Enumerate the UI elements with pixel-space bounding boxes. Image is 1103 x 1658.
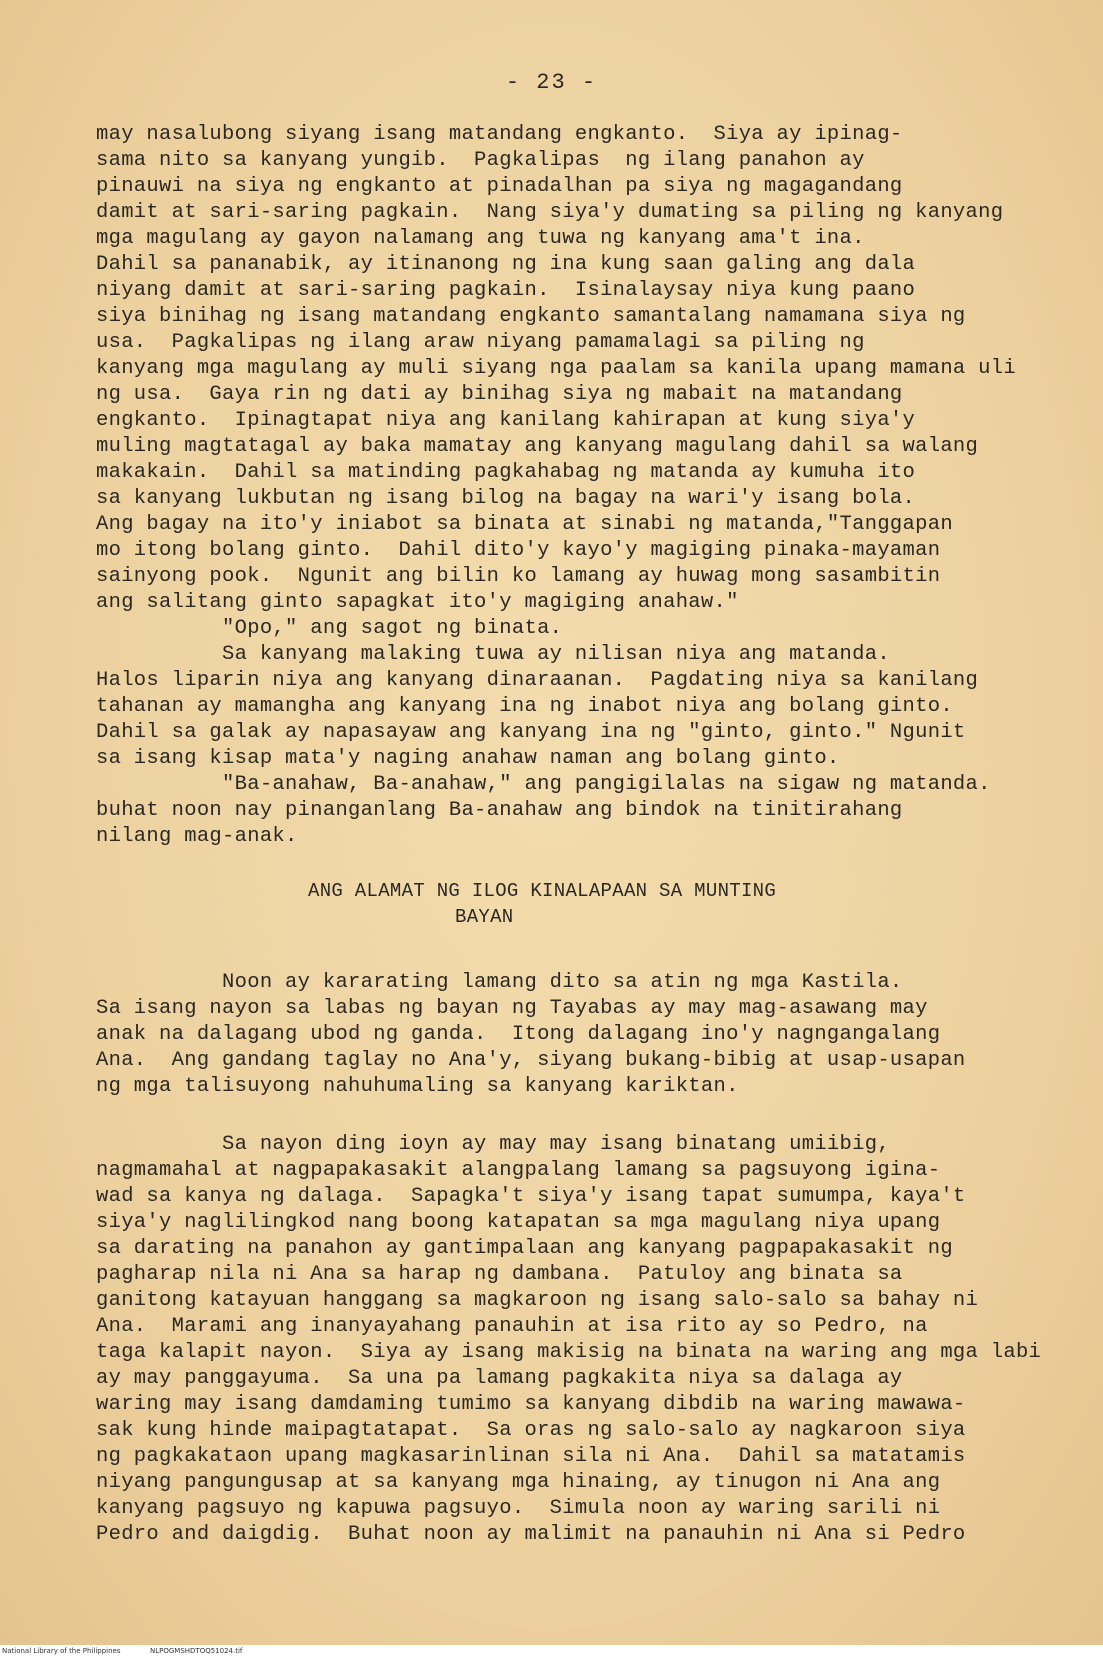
text-line: kanyang mga magulang ay muli siyang nga paalam sa kanila upang mamana uli: [96, 357, 1016, 380]
text-line: wad sa kanya ng dalaga. Sapagka't siya'y isang tapat sumumpa, kaya't: [96, 1185, 966, 1208]
text-line: Ana. Marami ang inanyayahang panauhin at isa rito ay so Pedro, na: [96, 1315, 928, 1338]
text-line: ng pagkakataon upang magkasarinlinan sila ni Ana. Dahil sa matatamis: [96, 1445, 966, 1468]
text-line: ganitong katayuan hanggang sa magkaroon ng isang salo-salo sa bahay ni: [96, 1289, 979, 1312]
text-line: sak kung hinde maipagtatapat. Sa oras ng salo-salo ay nagkaroon siya: [96, 1419, 966, 1442]
text-line: Noon ay kararating lamang dito sa atin ng mga Kastila.: [96, 971, 903, 994]
text-line: Sa nayon ding ioyn ay may may isang binatang umiibig,: [96, 1133, 890, 1156]
text-line: tahanan ay mamangha ang kanyang ina ng inabot niya ang bolang ginto.: [96, 695, 953, 718]
file-id: NLPOGMSHDTOQ51024.tif: [150, 1647, 243, 1655]
text-line: sainyong pook. Ngunit ang bilin ko lamang ay huwag mong sasambitin: [96, 565, 941, 588]
text-line: mga magulang ay gayon nalamang ang tuwa ng kanyang ama't ina.: [96, 227, 865, 250]
text-line: siya binihag ng isang matandang engkanto samantalang namamana siya ng: [96, 305, 966, 328]
text-line: makakain. Dahil sa matinding pagkahabag ng matanda ay kumuha ito: [96, 461, 916, 484]
title-line: ANG ALAMAT NG ILOG KINALAPAAN SA MUNTING: [308, 880, 777, 902]
text-line: engkanto. Ipinagtapat niya ang kanilang kahirapan at kung siya'y: [96, 409, 916, 432]
text-line: may nasalubong siyang isang matandang engkanto. Siya ay ipinag-: [96, 123, 903, 146]
text-line: nagmamahal at nagpapakasakit alangpalang lamang sa pagsuyong igina-: [96, 1159, 941, 1182]
text-line: sa kanyang lukbutan ng isang bilog na bagay na wari'y isang bola.: [96, 487, 916, 510]
text-line: taga kalapit nayon. Siya ay isang makisig na binata na waring ang mga labi: [96, 1341, 1042, 1364]
text-line: Sa kanyang malaking tuwa ay nilisan niya ang matanda.: [96, 643, 890, 666]
text-line: usa. Pagkalipas ng ilang araw niyang pamamalagi sa piling ng: [96, 331, 865, 354]
text-line: Dahil sa pananabik, ay itinanong ng ina kung saan galing ang dala: [96, 253, 916, 276]
text-line: waring may isang damdaming tumimo sa kanyang dibdib na waring mawawa-: [96, 1393, 966, 1416]
scan-footer: [0, 1645, 1103, 1658]
text-line: anak na dalagang ubod ng ganda. Itong dalagang ino'y nagngangalang: [96, 1023, 941, 1046]
text-line: niyang damit at sari-saring pagkain. Isinalaysay niya kung paano: [96, 279, 916, 302]
text-line: ng mga talisuyong nahuhumaling sa kanyang kariktan.: [96, 1075, 739, 1098]
text-line: nilang mag-anak.: [96, 825, 298, 848]
text-line: buhat noon nay pinanganlang Ba-anahaw ang bindok na tinitirahang: [96, 799, 903, 822]
text-line: "Opo," ang sagot ng binata.: [96, 617, 563, 640]
text-line: Ana. Ang gandang taglay no Ana'y, siyang bukang-bibig at usap-usapan: [96, 1049, 966, 1072]
text-line: sama nito sa kanyang yungib. Pagkalipas ng ilang panahon ay: [96, 149, 865, 172]
text-line: sa isang kisap mata'y naging anahaw naman ang bolang ginto.: [96, 747, 840, 770]
text-line: ng usa. Gaya rin ng dati ay binihag siya ng mabait na matandang: [96, 383, 903, 406]
text-line: ay may panggayuma. Sa una pa lamang pagkakita niya sa dalaga ay: [96, 1367, 903, 1390]
text-line: sa darating na panahon ay gantimpalaan ang kanyang pagpapakasakit ng: [96, 1237, 953, 1260]
text-line: siya'y naglilingkod nang boong katapatan sa mga magulang niya upang: [96, 1211, 941, 1234]
page-number: - 23 -: [505, 70, 598, 95]
text-line: damit at sari-saring pagkain. Nang siya'y dumating sa piling ng kanyang: [96, 201, 1004, 224]
text-line: Dahil sa galak ay napasayaw ang kanyang ina ng "ginto, ginto." Ngunit: [96, 721, 966, 744]
text-line: pinauwi na siya ng engkanto at pinadalhan pa siya ng magagandang: [96, 175, 903, 198]
text-line: kanyang pagsuyo ng kapuwa pagsuyo. Simula noon ay waring sarili ni: [96, 1497, 941, 1520]
text-line: niyang pangungusap at sa kanyang mga hinaing, ay tinugon ni Ana ang: [96, 1471, 941, 1494]
title-line: BAYAN: [455, 906, 514, 928]
text-line: Halos liparin niya ang kanyang dinaraanan. Pagdating niya sa kanilang: [96, 669, 979, 692]
text-line: "Ba-anahaw, Ba-anahaw," ang pangigilalas na sigaw ng matanda.: [96, 773, 991, 796]
text-line: muling magtatagal ay baka mamatay ang kanyang magulang dahil sa walang: [96, 435, 979, 458]
text-line: Ang bagay na ito'y iniabot sa binata at sinabi ng matanda,"Tanggapan: [96, 513, 953, 536]
library-credit: National Library of the Philippines: [2, 1647, 121, 1655]
text-line: mo itong bolang ginto. Dahil dito'y kayo'y magiging pinaka-mayaman: [96, 539, 941, 562]
text-line: Pedro and daigdig. Buhat noon ay malimit na panauhin ni Ana si Pedro: [96, 1523, 966, 1546]
text-line: Sa isang nayon sa labas ng bayan ng Tayabas ay may mag-asawang may: [96, 997, 928, 1020]
text-line: pagharap nila ni Ana sa harap ng dambana. Patuloy ang binata sa: [96, 1263, 903, 1286]
text-line: ang salitang ginto sapagkat ito'y magiging anahaw.": [96, 591, 739, 614]
